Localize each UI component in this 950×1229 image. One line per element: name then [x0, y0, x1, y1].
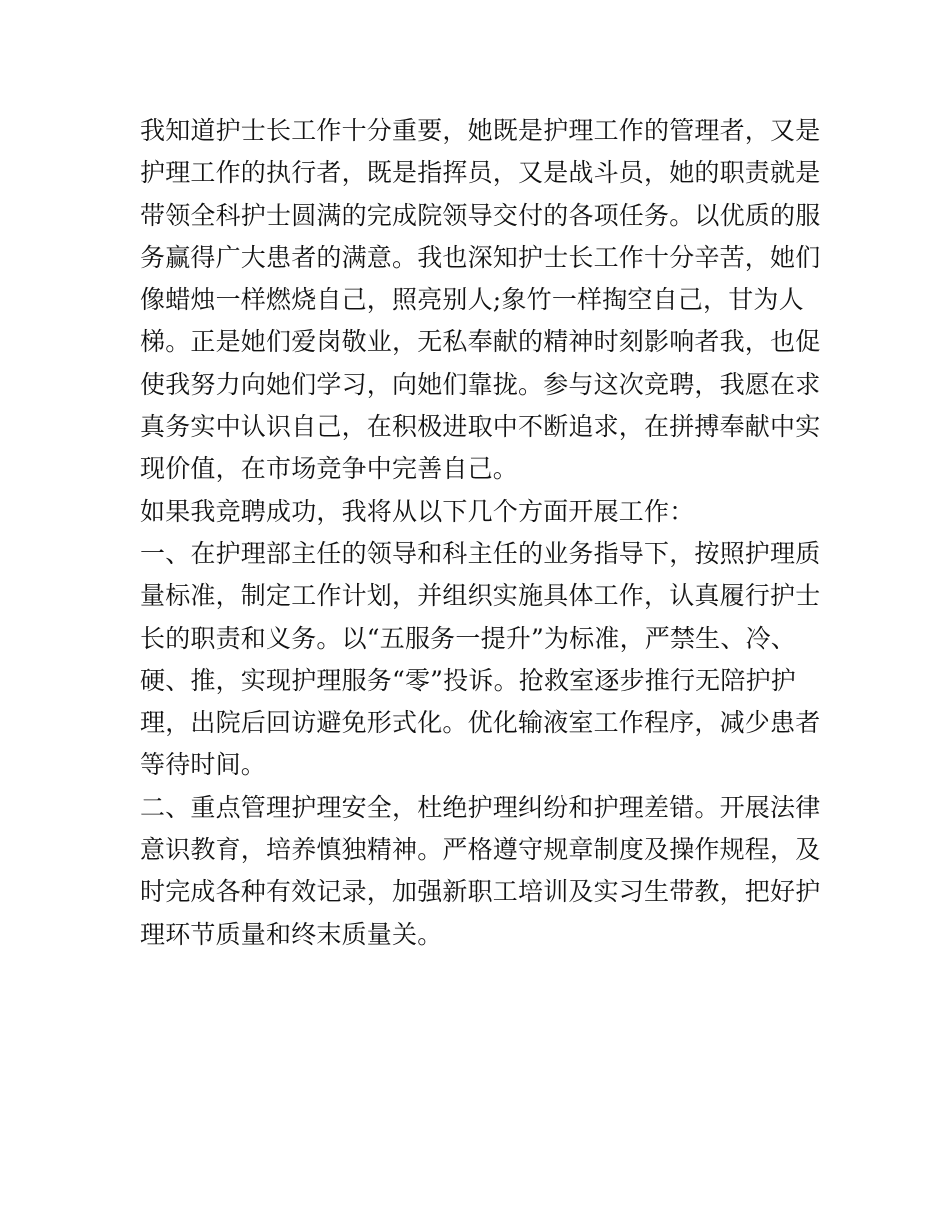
text-line: 使我努力向她们学习，向她们靠拢。参与这次竞聘，我愿在求	[140, 369, 821, 399]
text-line: 现价值，在市场竞争中完善自己。	[140, 454, 519, 484]
text-line: 量标准，制定工作计划，并组织实施具体工作，认真履行护士	[140, 581, 821, 611]
text-line: 二、重点管理护理安全，杜绝护理纠纷和护理差错。开展法律	[140, 792, 821, 822]
document-body	[140, 110, 830, 956]
text-line: 梯。正是她们爱岗敬业，无私奉献的精神时刻影响者我，也促	[140, 327, 821, 357]
text-line: 护理工作的执行者，既是指挥员，又是战斗员，她的职责就是	[140, 158, 821, 188]
text-line: 带领全科护士圆满的完成院领导交付的各项任务。以优质的服	[140, 200, 821, 230]
text-line: 像蜡烛一样燃烧自己，照亮别人;象竹一样掏空自己，甘为人	[140, 285, 804, 315]
paragraph-plan-intro	[140, 491, 830, 533]
text-line: 意识教育，培养慎独精神。严格遵守规章制度及操作规程，及	[140, 835, 821, 865]
text-line: 我知道护士长工作十分重要，她既是护理工作的管理者，又是	[140, 116, 821, 145]
text-line: 时完成各种有效记录，加强新职工培训及实习生带教，把好护	[140, 877, 821, 907]
text-line: 硬、推，实现护理服务“零”投诉。抢救室逐步推行无陪护护	[140, 665, 796, 695]
text-line: 理，出院后回访避免形式化。优化输液室工作程序，减少患者	[140, 708, 821, 738]
text-line: 务赢得广大患者的满意。我也深知护士长工作十分辛苦，她们	[140, 242, 821, 272]
text-line: 理环节质量和终末质量关。	[140, 919, 443, 949]
paragraph-introduction	[140, 110, 830, 491]
text-line: 等待时间。	[140, 750, 267, 780]
text-line: 长的职责和义务。以“五服务一提升”为标准，严禁生、冷、	[140, 623, 796, 653]
text-line: 真务实中认识自己，在积极进取中不断追求，在拼搏奉献中实	[140, 412, 821, 442]
text-line: 一、在护理部主任的领导和科主任的业务指导下，按照护理质	[140, 538, 821, 568]
paragraph-point-two	[140, 787, 830, 956]
paragraph-point-one	[140, 533, 830, 787]
text-line: 如果我竞聘成功，我将从以下几个方面开展工作：	[140, 496, 695, 526]
